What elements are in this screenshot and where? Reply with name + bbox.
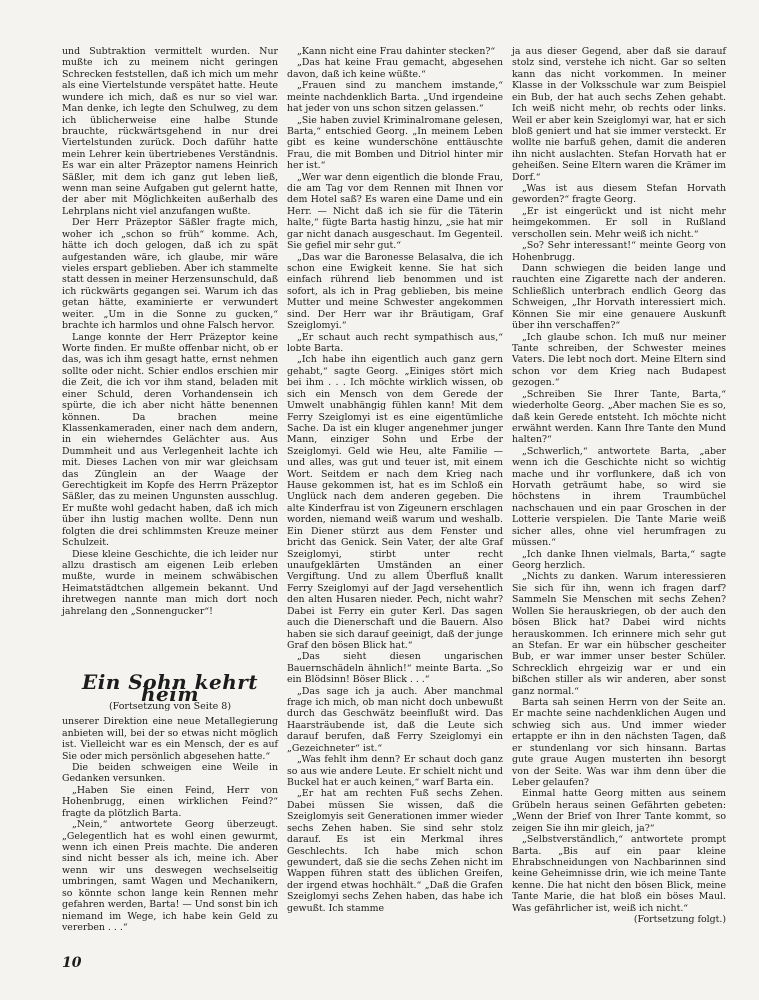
paragraph: Barta sah seinen Herrn von der Seite an. Er machte seine nachdenklichen Augen und schwieg sich aus. Und immer wieder ertappte er ihn in den nächsten Tagen, daß er stundenlang vor sich hinsann. Bartas gute graue Augen musterten ihn besorgt von der Seite. Was war ihm denn über die Leber gelaufen? [512, 697, 726, 788]
paragraph: „Kann nicht eine Frau dahinter stecken?“ [297, 46, 496, 57]
paragraph: Der Herr Präzeptor Säßler fragte mich, woher ich „schon so früh“ komme. Ach, hätte ich doch gelogen, daß ich zu spät aufgestanden wäre, ich glaube, mir wäre vieles erspart geblieben. Aber ich stammelte statt dessen in meiner Herzensunschuld, daß ich rückwärts gegangen sei. Warum ich das getan hätte, examinierte er verwundert weiter. „Um in die Sonne zu gucken,“ brachte ich harmlos und ohne Falsch hervor. [62, 217, 278, 332]
story-subtitle: (Fortsetzung von Seite 8) [108, 700, 232, 712]
paragraph: „Er hat am rechten Fuß sechs Zehen. Dabei müssen Sie wissen, daß die Szeiglomyis seit Generationen immer wieder sechs Zehen haben. Sie sind sehr stolz darauf. Es ist ein Merkmal ihres Geschlechts. Ich habe mich schon gewundert, daß sie die sechs Zehen nicht im Wappen führen statt des üblichen Greifen, der irgend etwas hochhält.“ „Daß die Grafen Szeiglomyi sechs Zehen haben, das habe ich gewußt. Ich stamme [287, 788, 503, 914]
paragraph: „Schwerlich,“ antwortete Barta, „aber wenn ich die Geschichte nicht so wichtig mache und ihr vorflunkere, daß ich von Horvath geträumt habe, so wird sie höchstens in ihrem Traumbüchel nachschauen und ein paar Groschen in der Lotterie verspielen. Die Tante Marie weiß sicher alles, ohne viel herumfragen zu müssen.“ [512, 445, 726, 549]
paragraph: „Haben Sie einen Feind, Herr von Hohenbrugg, einen wirklichen Feind?“ fragte da plötzlich Barta. [62, 784, 278, 819]
paragraph: „Frauen sind zu manchem imstande,“ meinte nachdenklich Barta. „Und irgendeine hat jeder von uns schon sitzen gelassen.“ [287, 80, 503, 115]
column-2 [287, 46, 503, 914]
column-1 [62, 46, 278, 933]
paragraph: „Das hat keine Frau gemacht, abgesehen davon, daß ich keine wüßte.“ [287, 57, 503, 80]
paragraph: „Ich glaube schon. Ich muß nur meiner Tante schreiben, der Schwester meines Vaters. Die lebt noch dort. Meine Eltern sind schon vor dem Krieg nach Budapest gezogen.“ [512, 331, 726, 389]
paragraph: Die beiden schweigen eine Weile in Gedanken versunken. [62, 762, 278, 785]
paragraph: ja aus dieser Gegend, aber daß sie darauf stolz sind, verstehe ich nicht. Gar so selten kann das nicht vorkommen. In meiner Klasse in der Volksschule war zum Beispiel ein Bub, der hat auch sechs Zehen gehabt. Ich weiß nicht mehr, ob rechts oder links. Weil er aber kein Szeiglomyi war, hat er sich bloß geniert und hat sie immer versteckt. Er wollte nie barfuß gehen, damit die anderen ihn nicht auslachten. Stefan Horvath hat er geheißen. Seine Eltern waren die Krämer im Dorf.“ [512, 46, 726, 183]
paragraph: Einmal hatte Georg mitten aus seinem Grübeln heraus seinen Gefährten gebeten: „Wenn der Brief von Ihrer Tante kommt, so zeigen Sie ihn mir gleich, ja?“ [512, 788, 726, 834]
paragraph: „Ich habe ihn eigentlich auch ganz gern gehabt,“ sagte Georg. „Einiges stört mich bei ihm . . . Ich möchte wirklich wissen, ob sich ein Mensch von dem Gerede der Umwelt unabhängig fühlen kann! Mit dem Ferry Szeiglomyi ist es eine eigentümliche Sache. Da ist ein kluger angenehmer junger Mann, einziger Sohn und Erbe der Szeiglomyi. Geld wie Heu, alte Familie — und alles, was gut und teuer ist, mit einem Wort. Seitdem er nach dem Krieg nach Hause gekommen ist, hat es im Schloß ein Unglück nach dem anderen gegeben. Die alte Kinderfrau ist von Zigeunern erschlagen worden, niemand weiß warum und weshalb. Ein Diener stürzt aus dem Fenster und bricht das Genick. Sein Vater, der alte Graf Szeiglomyi, stirbt unter recht unaufgeklärten Umständen an einer Vergiftung. Und zu allem Überfluß knallt Ferry Szeiglomyi auf der Jagd versehentlich den alten Husaren nieder. Pech, nicht wahr? Dabei ist Ferry ein guter Kerl. Das sagen auch die Dienerschaft und die Bauern. Also haben sie sich darauf geeinigt, daß der junge Graf den bösen Blick hat.“ [287, 354, 503, 651]
paragraph: „So? Sehr interessant!“ meinte Georg von Hohenbrugg. [512, 240, 726, 263]
paragraph: Lange konnte der Herr Präzeptor keine Worte finden. Er mußte offenbar nicht, ob er das, was ich ihm gesagt hatte, ernst nehmen sollte oder nicht. Schier endlos erschien mir die Zeit, die ich vor ihm stand, beladen mit einer Schuld, deren Vorhandensein ich spürte, die ich aber nicht hätte benennen können. Da brachen meine Klassenkameraden, einer nach dem andern, in ein wieherndes Gelächter aus. Aus Dummheit und aus Verlegenheit lachte ich mit. Dieses Lachen von mir war gleichsam das Zünglein an der Waage der Gerechtigkeit im Kopfe des Herrn Präzeptor Säßler, das zu meinen Ungunsten ausschlug. Er mußte wohl gedacht haben, daß ich mich über ihn lustig machen wollte. Denn nun folgten die drei schlimmsten Kreuze meiner Schulzeit. [62, 331, 278, 549]
paragraph: „Selbstverständlich,“ antwortete prompt Barta. „Bis auf ein paar kleine Ehrabschneidungen von Nachbarinnen sind keine Geheimnisse drin, wie ich meine Tante kenne. Die hat nicht den bösen Blick, meine Tante Marie, die hat bloß ein böses Maul. Was gefährlicher ist, weiß ich nicht.“ [512, 834, 726, 914]
paragraph: und Subtraktion vermittelt wurden. Nur mußte ich zu meinem nicht geringen Schrecken feststellen, daß ich mich um mehr als eine Viertelstunde verspätet hatte. Heute wundere ich mich, daß es nur so viel war. Man denke, ich legte den Schulweg, zu dem ich üblicherweise eine halbe Stunde brauchte, rückwärtsgehend in nur drei Viertelstunden zurück. Doch daführ hatte mein Lehrer kein übertriebenes Verständnis. Es war ein alter Präzeptor namens Heinrich Säßler, mit dem ich ganz gut leben ließ, wenn man seine Aufgaben gut gelernt hatte, der aber mit Möglichkeiten außerhalb des Lehrplans nicht viel anzufangen wußte. [62, 46, 278, 217]
paragraph: „Das sieht diesen ungarischen Bauernschädeln ähnlich!“ meinte Barta. „So ein Blödsinn! Böser Blick . . .“ [287, 651, 503, 686]
paragraph: Dann schwiegen die beiden lange und rauchten eine Zigarette nach der anderen. Schließlich unterbrach endlich Georg das Schweigen, „Ihr Horvath interessiert mich. Können Sie mir eine genauere Auskunft über ihn verschaffen?“ [512, 263, 726, 332]
paragraph: „Das sage ich ja auch. Aber manchmal frage ich mich, ob man nicht doch unbewußt durch das Geschwätz beeinflußt wird. Das Haarsträubende ist, daß die Leute sich darauf berufen, daß Ferry Szeiglomyi ein „Gezeichneter“ ist.“ [287, 685, 503, 754]
column-3 [512, 46, 726, 925]
story-heading [62, 670, 278, 712]
paragraph: „Sie haben zuviel Kriminalromane gelesen, Barta,“ entschied Georg. „In meinem Leben gibt es keine wunderschöne enttäuschte Frau, die mit Bomben und Ditriol hinter mir her ist.“ [287, 114, 503, 172]
paragraph: „Er ist eingerückt und ist nicht mehr heimgekommen. Er soll in Rußland verschollen sein. Mehr weiß ich nicht.“ [512, 205, 726, 240]
paragraph: „Nichts zu danken. Warum interessieren Sie sich für ihn, wenn ich fragen darf? Sammeln Sie Menschen mit sechs Zehen? Wollen Sie herauskriegen, ob der auch den bösen Blick hat? Dabei wird nichts herauskommen. Ich erinnere mich sehr gut an Stefan. Er war ein hübscher gescheiter Bub, er war immer unser bester Schüler. Schrecklich ehrgeizig war er und ein bißchen stiller als wir anderen, aber sonst ganz normal.“ [512, 571, 726, 697]
paragraph: „Das war die Baronesse Belasalva, die ich schon eine Ewigkeit kenne. Sie hat sich einfach rührend lieb benommen und ist sofort, als ich in Prag geblieben, bis meine Mutter und meine Schwester angekommen sind. Der Herr war ihr Bräutigam, Graf Szeiglomyi.“ [287, 251, 503, 332]
paragraph: „Was ist aus diesem Stefan Horvath geworden?“ fragte Georg. [512, 183, 726, 206]
paragraph: Diese kleine Geschichte, die ich leider nur allzu drastisch am eigenen Leib erleben mußte, wurde in meinem schwäbischen Heimatstädtchen allgemein bekannt. Und ihretwegen nannte man mich dort noch jahrelang den „Sonnengucker“! [62, 548, 278, 617]
paragraph: „Wer war denn eigentlich die blonde Frau, die am Tag vor dem Rennen mit Ihnen vor dem Hotel saß? Es waren eine Dame und ein Herr. — Nicht daß ich sie für die Täterin halte,“ fügte Barta hastig hinzu, „sie hat mir gar nicht danach ausgeschaut. Im Gegenteil. Sie gefiel mir sehr gut.“ [287, 171, 503, 252]
paragraph: „Was fehlt ihm denn? Er schaut doch ganz so aus wie andere Leute. Er schielt nicht und Buckel hat er auch keinen,“ warf Barta ein. [287, 754, 503, 788]
continued-note: (Fortsetzung folgt.) [633, 914, 726, 926]
paragraph: „Ich danke Ihnen vielmals, Barta,“ sagte Georg herzlich. [512, 548, 726, 571]
page-number: 10 [62, 955, 82, 971]
story-title: Ein Sohn kehrt heim [81, 670, 259, 706]
paragraph: „Nein,“ antwortete Georg überzeugt. „Gelegentlich hat es wohl einen gewurmt, wenn ich einen Preis machte. Die anderen sind nicht besser als ich, meine ich. Aber wenn wir uns deswegen wechselseitig umbringen, samt Wagen und Mechanikern, so könnte schon lange kein Rennen mehr gefahren werden, Barta! — Und sonst bin ich niemand im Wege, ich habe kein Geld zu vererben . . .“ [62, 819, 278, 933]
paragraph: „Schreiben Sie Ihrer Tante, Barta,“ wiederholte Georg. „Aber machen Sie es so, daß kein Gerede entsteht. Ich möchte nicht erwähnt werden. Kann Ihre Tante den Mund halten?“ [512, 388, 726, 446]
paragraph: „Er schaut auch recht sympathisch aus,“ lobte Barta. [287, 331, 503, 354]
paragraph: unserer Direktion eine neue Metallegierung anbieten will, bei der so etwas nicht möglich ist. Vielleicht war es ein Mensch, der es auf Sie oder mich persönlich abgesehen hatte.“ [62, 716, 278, 762]
